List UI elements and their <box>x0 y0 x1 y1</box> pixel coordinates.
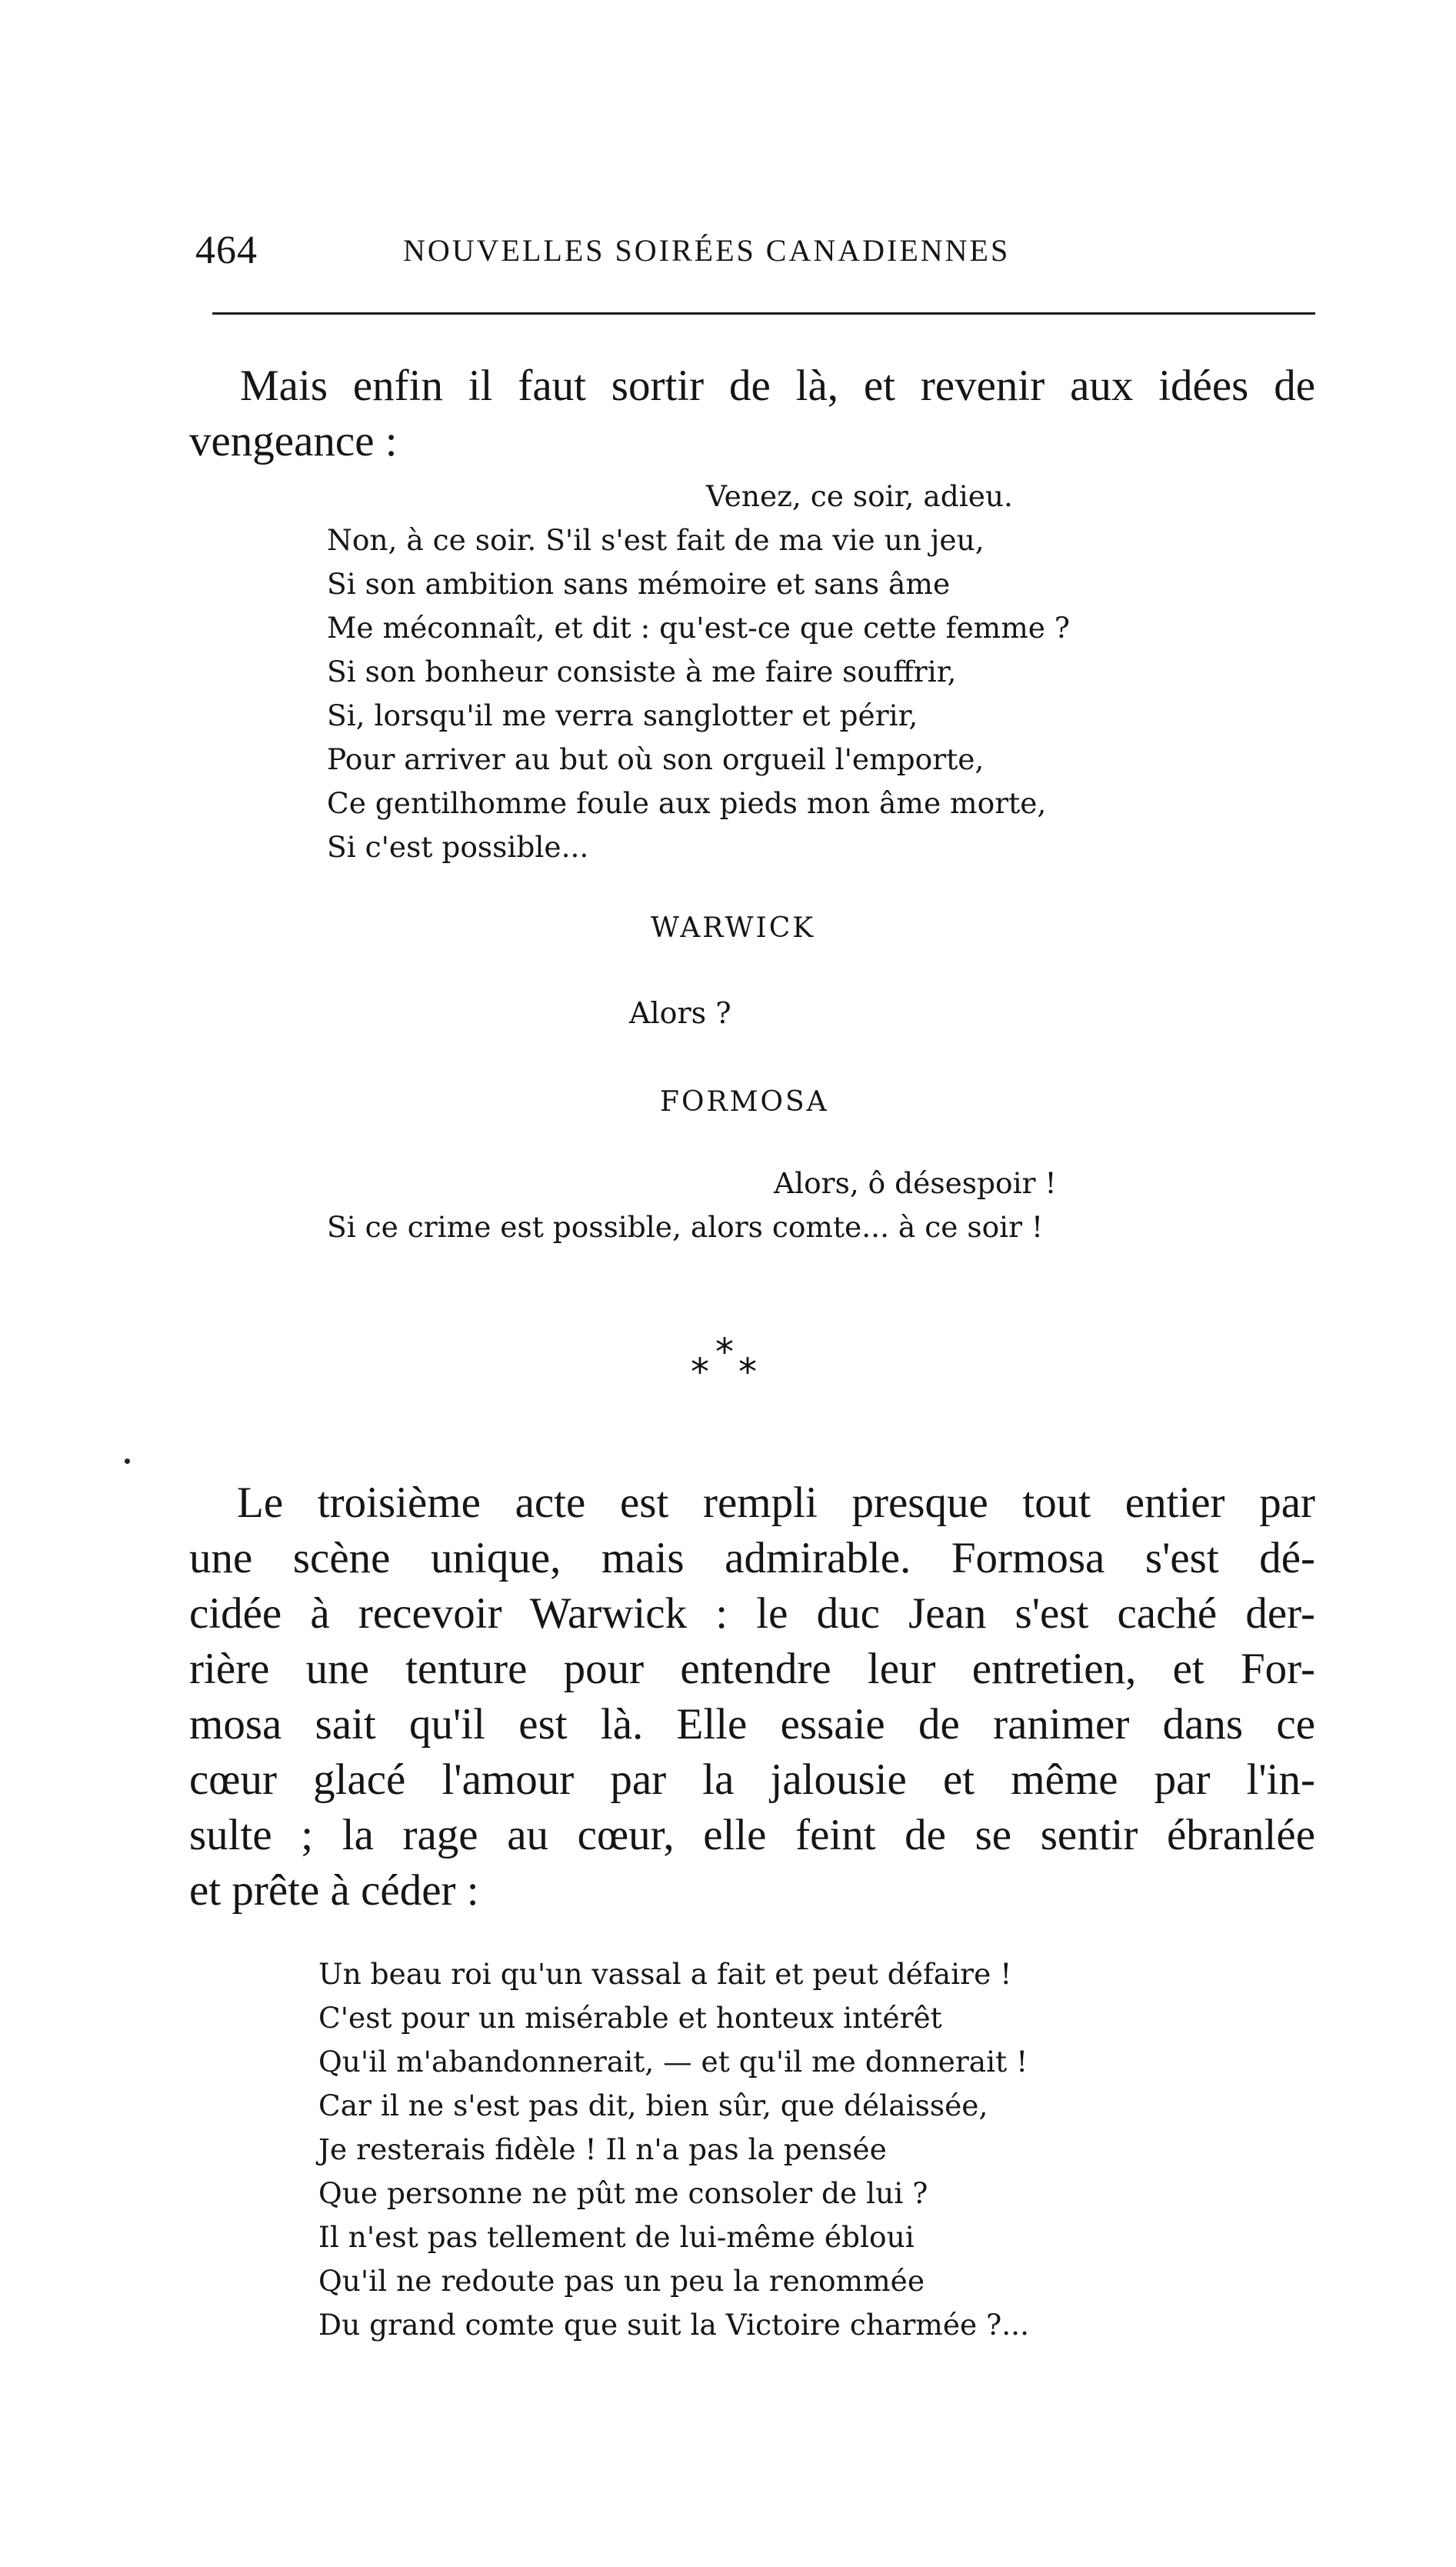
page-number: 464 <box>195 228 258 272</box>
verse-line: Venez, ce soir, adieu. <box>706 479 1013 513</box>
paragraph-line: rière une tenture pour entendre leur entretien, et For- <box>189 1645 1315 1693</box>
verse-line: Il n'est pas tellement de lui-même ébloui <box>318 2220 915 2254</box>
verse-line: Qu'il m'abandonnerait, — et qu'il me donnerait ! <box>318 2045 1028 2079</box>
paragraph-line: cœur glacé l'amour par la jalousie et même par l'in- <box>189 1755 1315 1804</box>
verse-block-1 <box>327 475 1070 869</box>
verse-line: Pour arriver au but où son orgueil l'emporte, <box>327 742 985 776</box>
asterisk-glyph: * <box>715 1331 734 1374</box>
verse-line: Je resterais fidèle ! Il n'a pas la pensée <box>318 2132 887 2166</box>
paragraph-line: mosa sait qu'il est là. Elle essaie de ranimer dans ce <box>189 1700 1315 1749</box>
speaker-name-warwick: WARWICK <box>651 912 816 944</box>
speaker-name-formosa: FORMOSA <box>660 1086 829 1118</box>
verse-line: Me méconnaît, et dit : qu'est-ce que cette femme ? <box>327 611 1071 645</box>
verse-line: Si ce crime est possible, alors comte... à ce soir ! <box>327 1210 1044 1244</box>
verse-line: Si c'est possible... <box>327 830 589 864</box>
verse-line: Qu'il ne redoute pas un peu la renommée <box>318 2264 925 2298</box>
asterisk-glyph: * <box>691 1351 709 1394</box>
verse-line: Un beau roi qu'un vassal a fait et peut défaire ! <box>318 1957 1012 1991</box>
intro-line: Mais enfin il faut sortir de là, et revenir aux idées de <box>240 362 1315 410</box>
verse-line: Non, à ce soir. S'il s'est fait de ma vie un jeu, <box>327 523 985 557</box>
speaker-reply: Alors ? <box>629 996 731 1030</box>
verse-line: Ce gentilhomme foule aux pieds mon âme morte, <box>327 786 1047 820</box>
paragraph-line: Le troisième acte est rempli presque tout entier par <box>237 1479 1315 1527</box>
verse-line: Si son bonheur consiste à me faire souffrir, <box>327 655 957 688</box>
print-speck <box>125 1459 130 1464</box>
intro-line: vengeance : <box>189 417 398 465</box>
verse-line: Alors, ô désespoir ! <box>774 1166 1057 1200</box>
intro-paragraph <box>189 358 1315 469</box>
verse-line: Que personne ne pût me consoler de lui ? <box>318 2176 928 2210</box>
verse-line: Si, lorsqu'il me verra sanglotter et périr, <box>327 698 918 732</box>
verse-line: Du grand comte que suit la Victoire charmée ?... <box>318 2308 1030 2342</box>
body-paragraph <box>189 1475 1315 1919</box>
paragraph-line: et prête à céder : <box>189 1866 479 1915</box>
running-title: NOUVELLES SOIRÉES CANADIENNES <box>403 233 1011 268</box>
asterisk-glyph: * <box>738 1351 757 1394</box>
paragraph-line: cidée à recevoir Warwick : le duc Jean s'est caché der- <box>189 1589 1315 1638</box>
header-rule <box>212 312 1315 315</box>
paragraph-line: une scène unique, mais admirable. Formosa s'est dé- <box>189 1534 1315 1582</box>
verse-block-2 <box>327 1162 1057 1249</box>
running-header <box>195 228 1318 282</box>
asterism-separator <box>691 1331 775 1400</box>
paragraph-line: sulte ; la rage au cœur, elle feint de se sentir ébranlée <box>189 1811 1315 1859</box>
verse-line: Si son ambition sans mémoire et sans âme <box>327 567 951 601</box>
verse-line: Car il ne s'est pas dit, bien sûr, que délaissée, <box>318 2089 988 2122</box>
verse-block-3 <box>318 1952 1029 2347</box>
verse-line: C'est pour un misérable et honteux intérêt <box>318 2001 942 2035</box>
